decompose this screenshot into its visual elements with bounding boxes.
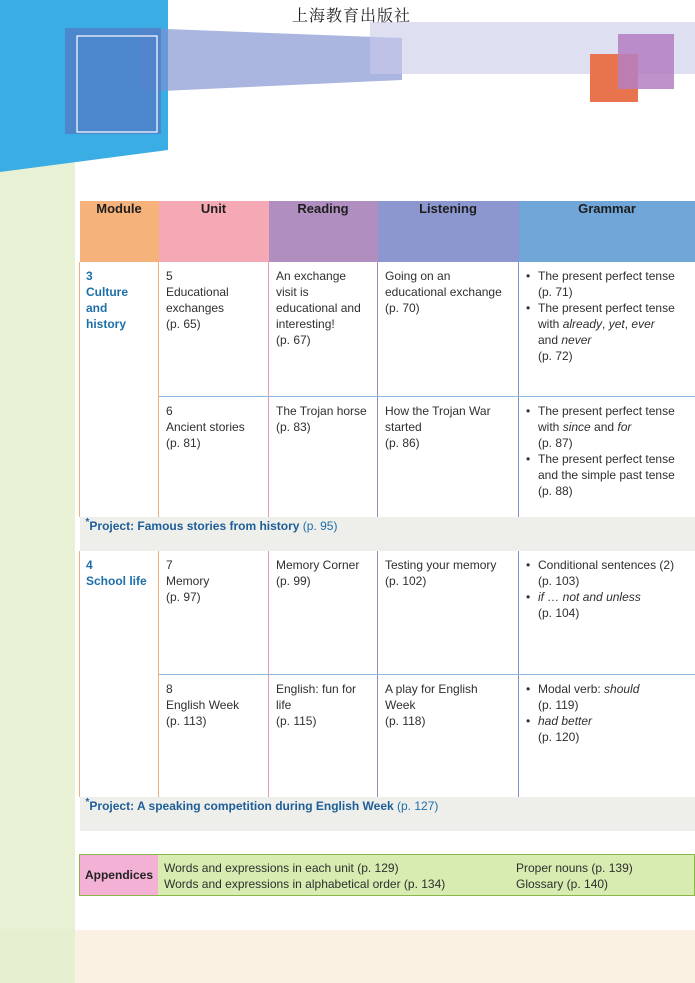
bottom-left-band: [0, 930, 75, 983]
listening-line: A play for English: [385, 681, 478, 696]
header-reading: Reading: [269, 201, 378, 262]
listening-line: Week: [385, 697, 416, 712]
reading-line: English: fun for: [276, 681, 357, 696]
listening-page: (p. 118): [385, 713, 426, 728]
project-title: *Project: A speaking competition during English Week (p. 127): [85, 797, 439, 813]
appendix-item: Words and expressions in alphabetical order (p. 134): [164, 877, 446, 891]
reading-line: interesting!: [276, 317, 335, 331]
module-number: 3: [86, 269, 93, 283]
grammar-item: • if … not and unless (p. 104): [526, 589, 689, 621]
unit-page: (p. 65): [166, 317, 201, 331]
unit-page: (p. 81): [166, 435, 201, 450]
unit-title: Ancient stories: [166, 419, 245, 434]
header-listening: Listening: [378, 201, 519, 262]
listening-line: Testing your memory: [385, 558, 497, 572]
listening-page: (p. 70): [385, 301, 420, 315]
listening-line: How the Trojan War: [385, 403, 491, 418]
reading-page: (p. 67): [276, 333, 311, 347]
grammar-item: • The present perfect tense with since and for (p. 87): [526, 403, 689, 451]
unit-page: (p. 113): [166, 713, 207, 728]
appendix-item: Glossary (p. 140): [516, 877, 609, 891]
table-row: [80, 396, 695, 517]
unit-number: 5: [166, 269, 173, 283]
unit-title: Educational: [166, 285, 229, 299]
module-name: School life: [86, 574, 147, 588]
reading-page: (p. 115): [276, 713, 317, 728]
listening-line: Going on an: [385, 269, 451, 283]
contents-table: [79, 201, 695, 831]
unit-title: exchanges: [166, 301, 225, 315]
reading-page: (p. 83): [276, 419, 311, 434]
appendices-label: Appendices: [79, 854, 159, 896]
project-row: [80, 797, 695, 831]
grammar-item: • Modal verb: should (p. 119): [526, 681, 689, 713]
reading-line: visit is: [276, 285, 309, 299]
bottom-cream-band: [0, 930, 695, 983]
module-name: history: [86, 317, 127, 331]
appendices-list: [158, 854, 695, 896]
module-name: and: [86, 301, 108, 315]
unit-title: Memory: [166, 574, 210, 588]
table-row: [80, 262, 695, 396]
header-grammar: Grammar: [519, 201, 695, 262]
header-decoration: [0, 0, 695, 180]
module-number: 4: [86, 558, 93, 572]
appendix-item: Proper nouns (p. 139): [516, 861, 633, 875]
reading-line: educational and: [276, 301, 361, 315]
project-title: *Project: Famous stories from history (p. 95): [85, 517, 338, 533]
table-row: [80, 674, 695, 797]
module-cell: [80, 262, 159, 517]
grammar-item: • had better (p. 120): [526, 713, 689, 745]
module-cell: [80, 551, 159, 797]
listening-page: (p. 86): [385, 435, 420, 450]
listening-page: (p. 102): [385, 574, 427, 588]
left-green-band: [0, 150, 75, 983]
table-row: [80, 551, 695, 674]
reading-line: The Trojan horse: [276, 403, 367, 418]
reading-line: Memory Corner: [276, 558, 360, 572]
grammar-item: • The present perfect tense and the simple past tense (p. 88): [526, 451, 689, 499]
reading-line: life: [276, 697, 292, 712]
unit-title: English Week: [166, 697, 240, 712]
grammar-item: • Conditional sentences (2) (p. 103): [526, 557, 689, 589]
module-name: Culture: [86, 285, 128, 299]
listening-line: educational exchange: [385, 285, 502, 299]
appendix-item: Words and expressions in each unit (p. 129): [164, 861, 399, 875]
grammar-item: • The present perfect tense with already, yet, ever and never (p. 72): [526, 300, 689, 364]
unit-number: 6: [166, 403, 173, 418]
project-row: [80, 517, 695, 551]
unit-number: 7: [166, 558, 173, 572]
header-unit: Unit: [159, 201, 269, 262]
unit-page: (p. 97): [166, 590, 201, 604]
listening-line: started: [385, 419, 422, 434]
grammar-item: • The present perfect tense (p. 71): [526, 268, 689, 300]
unit-number: 8: [166, 681, 173, 696]
publisher-name: 上海教育出版社: [292, 6, 412, 25]
header-module: Module: [80, 201, 159, 262]
reading-line: An exchange: [276, 269, 347, 283]
appendices: [79, 854, 695, 896]
reading-page: (p. 99): [276, 574, 311, 588]
